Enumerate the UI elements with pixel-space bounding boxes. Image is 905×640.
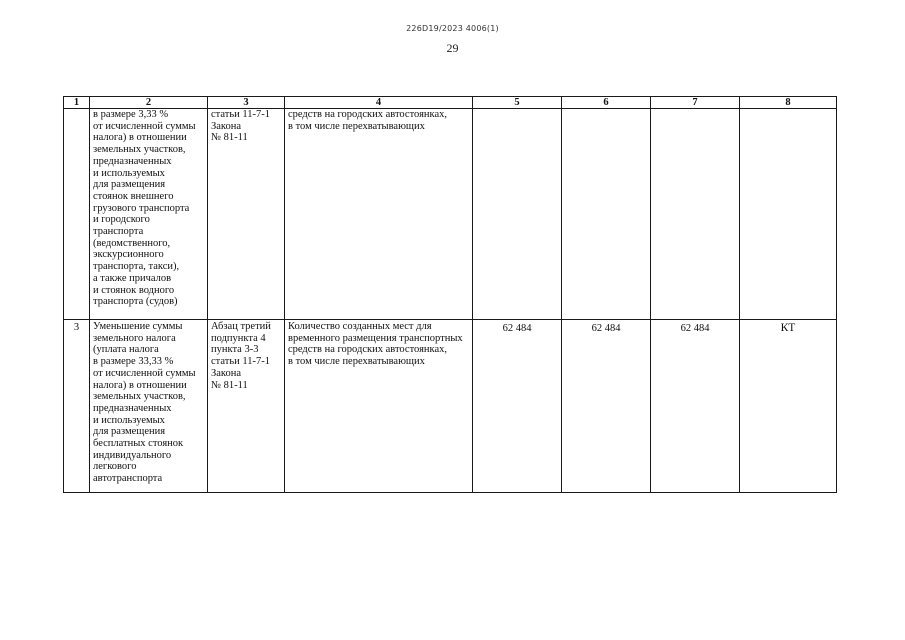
value-cell-5 [473, 109, 562, 320]
data-table [63, 96, 837, 493]
column-header: 4 [285, 97, 473, 109]
value-cell-6: 62 484 [562, 320, 651, 493]
legal-basis-cell: Абзац третий подпункта 4 пункта 3-3 статьи 11-7-1 Закона № 81-11 [208, 320, 285, 493]
column-header: 3 [208, 97, 285, 109]
column-header: 2 [90, 97, 208, 109]
code-cell [740, 109, 837, 320]
column-header: 7 [651, 97, 740, 109]
column-header: 5 [473, 97, 562, 109]
value-cell-7: 62 484 [651, 320, 740, 493]
benefit-description-cell: в размере 3,33 % от исчисленной суммы налога) в отношении земельных участков, предназначенных и используемых для размещения стоянок внешнего грузового транспорта и городского транспорта (ведомственного, экскурсионного транспорта, такси), а также причалов и стоянок водного транспорта (судов) [90, 109, 208, 320]
document-id: 226D19/2023 4006(1) [406, 24, 499, 33]
benefit-description-cell: Уменьшение суммы земельного налога (уплата налога в размере 33,33 % от исчисленной суммы налога) в отношении земельных участков, предназначенных и используемых для размещения бесплатных стоянок индивидуального легкового автотранспорта [90, 320, 208, 493]
value-cell-5: 62 484 [473, 320, 562, 493]
table-header-row [64, 97, 837, 109]
column-header: 6 [562, 97, 651, 109]
indicator-cell: Количество созданных мест для временного размещения транспортных средств на городских автостоянках, в том числе перехватывающих [285, 320, 473, 493]
table-row [64, 109, 837, 320]
value-cell-6 [562, 109, 651, 320]
row-number-cell [64, 109, 90, 320]
legal-basis-cell: статьи 11-7-1 Закона № 81-11 [208, 109, 285, 320]
value-cell-7 [651, 109, 740, 320]
row-number-cell: 3 [64, 320, 90, 493]
column-header: 1 [64, 97, 90, 109]
column-header: 8 [740, 97, 837, 109]
page-number: 29 [446, 41, 459, 55]
table-row [64, 320, 837, 493]
code-cell: КТ [740, 320, 837, 493]
indicator-cell: средств на городских автостоянках, в том числе перехватывающих [285, 109, 473, 320]
